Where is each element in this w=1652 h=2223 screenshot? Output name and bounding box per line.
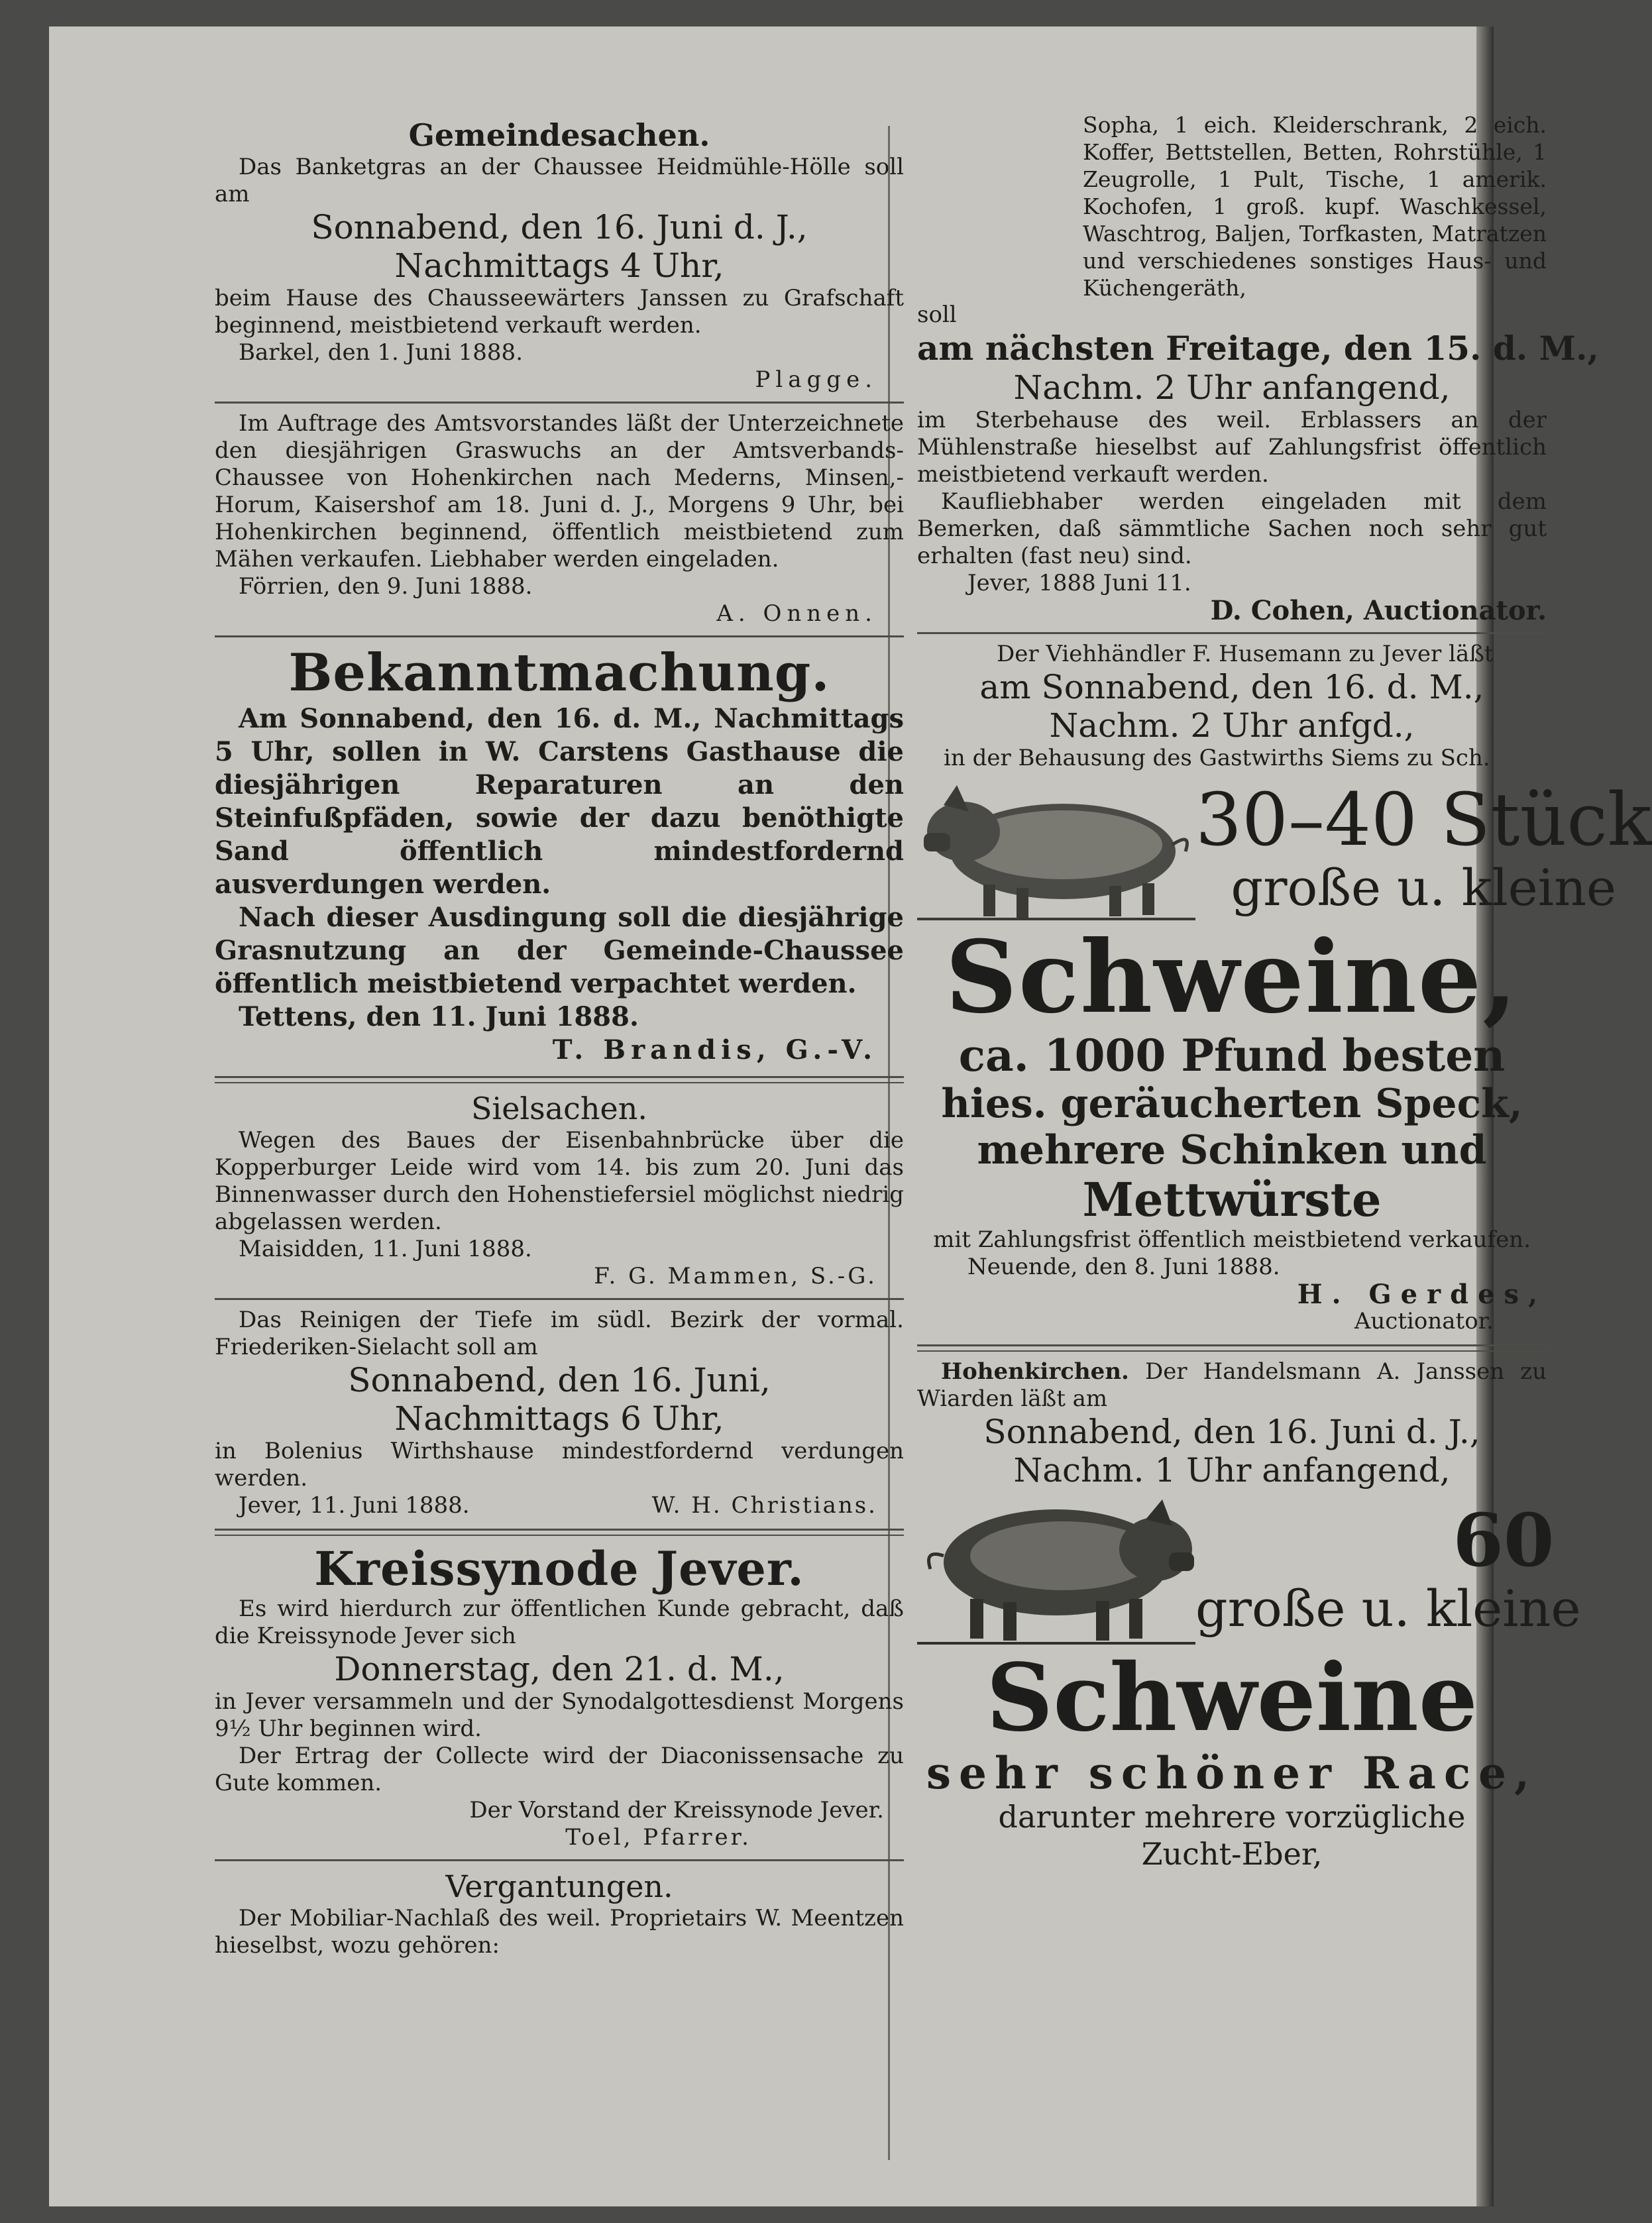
notice-body: darunter mehrere vorzügliche [998,1799,1466,1835]
notice-time: Nachm. 2 Uhr anfangend, [1013,368,1451,407]
notice-place-date: Tettens, den 11. Juni 1888. [239,1001,639,1032]
notice-body: Das Reinigen der Tiefe im südl. Bezirk der vormal. Friederiken-Sielacht soll am [215,1307,904,1360]
pig-illustration [917,1490,1195,1649]
notice-body: in Bolenius Wirthshause mindestfordernd verdungen werden. [215,1438,904,1491]
notice-date: Sonnabend, den 16. Juni d. J., [311,208,808,246]
notice-kreissynode [215,1543,904,1851]
separator-rule [917,1344,1547,1352]
notice-body: Am Sonnabend, den 16. d. M., Nachmittags 5 Uhr, sollen in W. Carstens Gasthause die diesjährigen Reparaturen an den Steinfußpfäden, sowie der dazu benöthigte Sand öffentlich mindestfordernd ausverdungen werden. [215,703,904,900]
separator-rule [215,1529,904,1536]
notice-quality: sehr schöner Race, [926,1747,1538,1799]
notice-signature: A. Onnen. [716,600,877,627]
notice-body: soll [917,301,957,328]
notice-role: Auctionator. [1354,1308,1494,1334]
notice-date: am nächsten Freitage, den 15. d. M., [917,329,1599,368]
notice-body: Das Banketgras an der Chaussee Heidmühle-Hölle soll am [215,154,904,207]
notice-signature: W. H. Christians. [651,1492,877,1519]
notice-heading: Gemeindesachen. [408,117,710,153]
separator-rule [215,1298,904,1300]
notice-signature: Plagge. [755,366,877,393]
separator-rule [215,635,904,637]
notice-body: in der Behausung des Gastwirths Siems zu Sch. [944,745,1490,771]
notice-gemeindesachen [215,117,904,394]
notice-item: hies. geräucherten Speck, [941,1081,1523,1127]
notice-body: Der Mobiliar-Nachlaß des weil. Proprietairs W. Meentzen hieselbst, wozu gehören: [215,1905,904,1959]
notice-body: in Jever versammeln und der Synodalgottesdienst Morgens 9½ Uhr beginnen wird. [215,1688,904,1742]
notice-count: 30–40 Stück [1195,777,1652,862]
notice-time: Nachmittags 6 Uhr, [394,1399,724,1438]
notice-body: beim Hause des Chausseewärters Janssen zu Grafschaft beginnend, meistbietend verkauft werden. [215,285,904,339]
notice-body: im Sterbehause des weil. Erblassers an der Mühlenstraße hieselbst auf Zahlungsfrist öffentlich meistbietend verkauft werden. [917,407,1547,488]
notice-janssen-schweine [917,1358,1581,1872]
notice-place-date: Barkel, den 1. Juni 1888. [239,339,523,366]
notice-graswuchs [215,410,904,627]
newspaper-page [49,27,1652,2206]
notice-body: Der Ertrag der Collecte wird der Diaconissensache zu Gute kommen. [215,1743,904,1796]
separator-rule [215,402,904,404]
left-column [215,113,904,1959]
notice-time: Nachm. 1 Uhr anfangend, [1013,1451,1451,1490]
notice-animal: Schweine, [945,919,1519,1036]
notice-heading: Bekanntmachung. [288,643,830,703]
notice-heading: Kreissynode Jever. [314,1541,804,1596]
notice-signature: H. Gerdes, [1297,1279,1547,1310]
notice-list: Sopha, 1 eich. Kleiderschrank, 2 eich. Koffer, Bettstellen, Betten, Rohrstühle, 1 Zeugrolle, 1 Pult, Tische, 1 amerik. Kochofen, 1 groß. kupf. Waschkessel, Waschtrog, Baljen, Torfkasten, Matratzen und verschiedenes sonstiges Haus- und Küchengeräth, [1083,112,1547,301]
notice-place-bold: Hohenkirchen. [941,1358,1129,1385]
notice-bekanntmachung [215,644,904,1067]
notice-time: Nachmittags 4 Uhr, [394,246,724,285]
notice-place-date: Neuende, den 8. Juni 1888. [967,1254,1280,1280]
notice-signature: F. G. Mammen, S.-G. [594,1263,877,1289]
notice-body: Kaufliebhaber werden eingeladen mit dem Bemerken, daß sämmtliche Sachen noch sehr gut erhalten (fast neu) sind. [917,488,1547,569]
notice-body: Der Viehhändler F. Husemann zu Jever läßt [997,641,1494,667]
notice-body: Der Handelsmann A. Janssen zu Wiarden läßt am [917,1358,1547,1412]
notice-item: mehrere Schinken und [977,1127,1487,1173]
separator-rule [917,632,1547,634]
notice-body-line [917,1358,1547,1413]
separator-rule [215,1859,904,1861]
notice-count: 60 [1453,1497,1555,1583]
pig-illustration-row [917,772,1652,924]
notice-item: Mettwürste [1082,1172,1382,1227]
notice-place-date: Jever, 1888 Juni 11. [967,570,1191,596]
notice-place-date: Förrien, den 9. Juni 1888. [239,573,533,600]
notice-body: Nach dieser Ausdingung soll die diesjährige Grasnutzung an der Gemeinde-Chaussee öffentlich meistbietend verpachtet werden. [215,902,904,999]
notice-animal: Schweine [986,1644,1478,1753]
notice-heading: Vergantungen. [445,1869,673,1904]
notice-heading: Sielsachen. [470,1091,648,1126]
notice-date: am Sonnabend, den 16. d. M., [979,668,1484,706]
notice-date: Sonnabend, den 16. Juni d. J., [983,1413,1480,1451]
notice-body: Wegen des Baues der Eisenbahnbrücke über die Kopperburger Leide wird vom 14. bis zum 20. Juni das Binnenwasser durch den Hohenstiefersiel möglichst niedrig abgelassen werden. [215,1127,904,1235]
right-column [917,111,1652,1872]
notice-sielsachen [215,1090,904,1290]
notice-signature: Toel, Pfarrer. [565,1824,751,1851]
notice-body: Im Auftrage des Amtsvorstandes läßt der Unterzeichnete den diesjährigen Graswuchs an der Amtsverbands-Chaussee von Hohenkirchen nach Mederns, Minsen,-Horum, Kaisershof am 18. Juni d. J., Morgens 9 Uhr, bei Hohenkirchen beginnend, öffentlich meistbietend zum Mähen verkaufen. Liebhaber werden eingeladen. [215,410,904,572]
notice-mobiliar-continued [917,111,1599,626]
pig-illustration-row [917,1490,1581,1649]
notice-vergantungen [215,1868,904,1959]
notice-body: Es wird hierdurch zur öffentlichen Kunde gebracht, daß die Kreissynode Jever sich [215,1596,904,1649]
notice-place-date: Maisidden, 11. Juni 1888. [239,1236,532,1262]
notice-size: große u. kleine [1195,1579,1581,1638]
notice-body: Zucht-Eber, [1141,1836,1323,1872]
notice-husemann-schweine [917,641,1652,1335]
notice-place-date: Jever, 11. Juni 1888. [239,1492,470,1519]
notice-date: Sonnabend, den 16. Juni, [348,1361,771,1399]
notice-size: große u. kleine [1231,858,1617,917]
notice-item: ca. 1000 Pfund besten [958,1030,1506,1081]
notice-signoff: Der Vorstand der Kreissynode Jever. [469,1797,884,1823]
notice-tiefe [215,1307,904,1519]
separator-rule [215,1076,904,1083]
notice-signature: T. Brandis, G.-V. [552,1034,877,1065]
notice-time: Nachm. 2 Uhr anfgd., [1049,706,1415,745]
notice-body: mit Zahlungsfrist öffentlich meistbietend verkaufen. [933,1226,1531,1253]
pig-illustration [917,772,1195,924]
notice-signature: D. Cohen, Auctionator. [1210,595,1547,626]
notice-date: Donnerstag, den 21. d. M., [334,1650,785,1688]
